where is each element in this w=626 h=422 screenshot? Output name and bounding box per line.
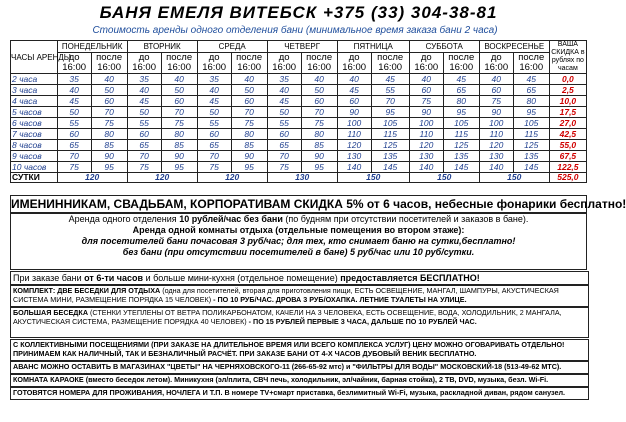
day-header: СУББОТА bbox=[409, 41, 479, 53]
price-cell: 75 bbox=[197, 162, 231, 173]
price-cell: 65 bbox=[127, 140, 161, 151]
rules-line-3: для посетителей бани почасовая 3 руб/час; для тех, кто снимает баню на сутки,бесплатно! bbox=[81, 236, 516, 246]
table-row bbox=[11, 118, 587, 129]
discount-cell: 42,5 bbox=[549, 129, 586, 140]
price-cell: 85 bbox=[161, 140, 197, 151]
discount-cell: 55,0 bbox=[549, 140, 586, 151]
price-cell: 140 bbox=[337, 162, 371, 173]
price-cell: 70 bbox=[231, 107, 267, 118]
price-cell: 100 bbox=[409, 118, 443, 129]
table-row bbox=[11, 129, 587, 140]
price-cell: 70 bbox=[127, 151, 161, 162]
price-cell: 45 bbox=[57, 96, 91, 107]
price-cell: 55 bbox=[197, 118, 231, 129]
day-header: ПЯТНИЦА bbox=[337, 41, 409, 53]
price-cell: 75 bbox=[91, 118, 127, 129]
gazebo-set-price: - ПО 10 РУБ/ЧАС. ДРОВА 3 РУБ/ОХАПКА. ЛЕТНИЕ ТУАЛЕТЫ НА УЛИЦЕ. bbox=[213, 295, 467, 304]
price-cell: 70 bbox=[91, 107, 127, 118]
price-cell: 60 bbox=[127, 129, 161, 140]
free-b: от 6-ти часов bbox=[84, 273, 144, 283]
price-cell: 45 bbox=[513, 74, 549, 85]
rooms-title: ГОТОВЯТСЯ НОМЕРА ДЛЯ ПРОЖИВАНИЯ, НОЧЛЕГА И Т.П. bbox=[13, 388, 223, 397]
price-cell: 130 bbox=[479, 151, 513, 162]
price-cell: 95 bbox=[161, 162, 197, 173]
row-hours-label: 4 часа bbox=[11, 96, 58, 107]
price-cell: 50 bbox=[57, 107, 91, 118]
after-16-header: после 16:00 bbox=[231, 53, 267, 74]
rules-line-1-a: Аренда одного отделения bbox=[68, 214, 180, 224]
big-gazebo-desc: (СТЕНКИ УТЕПЛЕНЫ ОТ ВЕТРА ПОЛИКАРБОНАТОМ, КАЧЕЛИ НА 3 ЧЕЛОВЕКА, ЕСТЬ ОСВЕЩЕНИЕ, ВОДА, ХОЛОДИЛЬНИК, 2 МАНГАЛА, АКУСТИЧЕСКАЯ СИСТЕМА, РАЗМЕЩЕНИЕ ПОРЯДКА 40 ЧЕЛОВЕК) bbox=[13, 308, 562, 326]
price-cell: 120 bbox=[409, 140, 443, 151]
price-cell: 75 bbox=[127, 162, 161, 173]
sutki-price-cell: 120 bbox=[197, 173, 267, 183]
price-table-body bbox=[11, 41, 587, 183]
price-cell: 50 bbox=[231, 85, 267, 96]
price-subtitle: Стоимость аренды одного отделения бани (минимальное время заказа бани 2 часа) bbox=[92, 25, 498, 36]
rules-line-1-b: 10 рублей/час без бани bbox=[179, 214, 283, 224]
discount-cell: 67,5 bbox=[549, 151, 586, 162]
rules-line-1 bbox=[11, 214, 586, 225]
price-cell: 90 bbox=[337, 107, 371, 118]
rooms-desc: В номере TV+смарт приставка, безлимитный Wi-Fi, музыка, раскладной диван, рядом санузел. bbox=[222, 388, 566, 397]
price-cell: 85 bbox=[301, 140, 337, 151]
day-header: ВТОРНИК bbox=[127, 41, 197, 53]
before-16-header: до 16:00 bbox=[127, 53, 161, 74]
day-header: ЧЕТВЕРГ bbox=[267, 41, 337, 53]
after-16-header: после 16:00 bbox=[301, 53, 337, 74]
price-cell: 40 bbox=[161, 74, 197, 85]
price-cell: 40 bbox=[337, 74, 371, 85]
price-cell: 45 bbox=[371, 74, 409, 85]
table-row bbox=[11, 140, 587, 151]
rules-line-4: без бани (при отсутствии посетителей в бане) 5 руб/час или 10 руб/сутки. bbox=[122, 247, 475, 257]
price-cell: 125 bbox=[371, 140, 409, 151]
price-cell: 35 bbox=[197, 74, 231, 85]
sutki-price-cell: 130 bbox=[267, 173, 337, 183]
promo-banner: ИМЕНИННИКАМ, СВАДЬБАМ, КОРПОРАТИВАМ СКИДКА 5% от 6 часов, небесные фонарики бесплатно! bbox=[11, 197, 626, 211]
hours-header: ЧАСЫ АРЕНДЫ bbox=[11, 41, 58, 74]
day-header: ВОСКРЕСЕНЬЕ bbox=[479, 41, 549, 53]
table-row bbox=[11, 74, 587, 85]
price-cell: 50 bbox=[301, 85, 337, 96]
price-cell: 100 bbox=[479, 118, 513, 129]
price-cell: 40 bbox=[409, 74, 443, 85]
row-hours-label: 9 часов bbox=[11, 151, 58, 162]
price-cell: 80 bbox=[161, 129, 197, 140]
price-cell: 80 bbox=[443, 96, 479, 107]
price-cell: 125 bbox=[513, 140, 549, 151]
price-cell: 55 bbox=[371, 85, 409, 96]
gazebo-set-desc: (одна для посетителей, вторая для приготовления пищи, ЕСТЬ ОСВЕЩЕНИЕ, МАНГАЛ, ШАМПУРЫ, АКУСТИЧЕСКАЯ СИСТЕМА МИНИ, РАЗМЕЩЕНИЕ ПОРЯДКА 15 ЧЕЛОВЕК) bbox=[13, 286, 559, 304]
price-cell: 75 bbox=[301, 118, 337, 129]
price-cell: 50 bbox=[267, 107, 301, 118]
price-cell: 70 bbox=[197, 151, 231, 162]
price-cell: 90 bbox=[91, 151, 127, 162]
price-cell: 60 bbox=[57, 129, 91, 140]
rooms-info bbox=[10, 387, 589, 400]
price-cell: 70 bbox=[301, 107, 337, 118]
discount-cell: 2,5 bbox=[549, 85, 586, 96]
price-cell: 95 bbox=[513, 107, 549, 118]
big-gazebo-price: - ПО 15 РУБЛЕЙ ПЕРВЫЕ 3 ЧАСА, ДАЛЬШЕ ПО 10 РУБЛЕЙ ЧАС. bbox=[248, 317, 477, 326]
price-cell: 50 bbox=[161, 85, 197, 96]
price-cell: 95 bbox=[91, 162, 127, 173]
before-16-header: до 16:00 bbox=[57, 53, 91, 74]
price-cell: 105 bbox=[371, 118, 409, 129]
price-cell: 40 bbox=[231, 74, 267, 85]
table-row bbox=[11, 162, 587, 173]
karaoke-info bbox=[10, 374, 589, 387]
price-cell: 145 bbox=[371, 162, 409, 173]
row-hours-label: 10 часов bbox=[11, 162, 58, 173]
discount-cell: 0,0 bbox=[549, 74, 586, 85]
sutki-label: СУТКИ bbox=[11, 173, 58, 183]
price-cell: 65 bbox=[197, 140, 231, 151]
price-cell: 145 bbox=[513, 162, 549, 173]
sutki-discount-cell: 525,0 bbox=[549, 173, 586, 183]
price-cell: 115 bbox=[513, 129, 549, 140]
price-cell: 125 bbox=[443, 140, 479, 151]
price-cell: 120 bbox=[337, 140, 371, 151]
day-header: СРЕДА bbox=[197, 41, 267, 53]
price-cell: 115 bbox=[443, 129, 479, 140]
table-row bbox=[11, 107, 587, 118]
price-cell: 135 bbox=[513, 151, 549, 162]
price-cell: 40 bbox=[197, 85, 231, 96]
price-cell: 95 bbox=[443, 107, 479, 118]
price-cell: 55 bbox=[127, 118, 161, 129]
price-cell: 75 bbox=[231, 118, 267, 129]
price-cell: 40 bbox=[91, 74, 127, 85]
price-cell: 65 bbox=[443, 85, 479, 96]
price-cell: 70 bbox=[267, 151, 301, 162]
price-cell: 60 bbox=[197, 129, 231, 140]
price-cell: 60 bbox=[301, 96, 337, 107]
sutki-price-cell: 120 bbox=[57, 173, 127, 183]
page-title: БАНЯ ЕМЕЛЯ ВИТЕБСК +375 (33) 304-38-81 bbox=[99, 3, 498, 22]
price-cell: 105 bbox=[513, 118, 549, 129]
rules-line-2: Аренда одной комнаты отдыха (отдельные помещения во втором этаже): bbox=[132, 225, 465, 235]
price-cell: 75 bbox=[267, 162, 301, 173]
table-row-sutki bbox=[11, 173, 587, 183]
price-cell: 65 bbox=[267, 140, 301, 151]
price-cell: 55 bbox=[267, 118, 301, 129]
after-16-header: после 16:00 bbox=[443, 53, 479, 74]
price-cell: 45 bbox=[267, 96, 301, 107]
price-cell: 65 bbox=[57, 140, 91, 151]
price-cell: 70 bbox=[161, 107, 197, 118]
price-cell: 95 bbox=[231, 162, 267, 173]
price-cell: 140 bbox=[409, 162, 443, 173]
after-16-header: после 16:00 bbox=[371, 53, 409, 74]
price-cell: 100 bbox=[337, 118, 371, 129]
free-kitchen-note bbox=[10, 271, 589, 285]
price-cell: 60 bbox=[231, 96, 267, 107]
price-cell: 85 bbox=[231, 140, 267, 151]
table-row bbox=[11, 96, 587, 107]
price-cell: 110 bbox=[337, 129, 371, 140]
price-cell: 80 bbox=[301, 129, 337, 140]
price-cell: 45 bbox=[197, 96, 231, 107]
sutki-price-cell: 150 bbox=[337, 173, 409, 183]
before-16-header: до 16:00 bbox=[479, 53, 513, 74]
price-cell: 35 bbox=[57, 74, 91, 85]
price-cell: 60 bbox=[91, 96, 127, 107]
price-cell: 40 bbox=[301, 74, 337, 85]
price-cell: 50 bbox=[127, 107, 161, 118]
price-cell: 135 bbox=[443, 151, 479, 162]
price-cell: 75 bbox=[57, 162, 91, 173]
free-c: и больше мини-кухня (отдельное помещение) bbox=[143, 273, 341, 283]
price-cell: 90 bbox=[231, 151, 267, 162]
before-16-header: до 16:00 bbox=[409, 53, 443, 74]
karaoke-title: КОМНАТА КАРАОКЕ bbox=[13, 375, 84, 384]
before-16-header: до 16:00 bbox=[337, 53, 371, 74]
discount-cell: 27,0 bbox=[549, 118, 586, 129]
price-cell: 70 bbox=[57, 151, 91, 162]
price-cell: 40 bbox=[479, 74, 513, 85]
after-16-header: после 16:00 bbox=[513, 53, 549, 74]
discount-header: ВАША СКИДКА в рублях по часам bbox=[551, 41, 585, 72]
price-cell: 90 bbox=[161, 151, 197, 162]
free-a: При заказе бани bbox=[13, 273, 85, 283]
price-cell: 60 bbox=[337, 96, 371, 107]
price-cell: 80 bbox=[91, 129, 127, 140]
discount-cell: 17,5 bbox=[549, 107, 586, 118]
sutki-price-cell: 150 bbox=[479, 173, 549, 183]
row-hours-label: 3 часа bbox=[11, 85, 58, 96]
price-cell: 50 bbox=[197, 107, 231, 118]
rules-line-1-c: (по будням при отсутствии посетителей и заказов в бане). bbox=[282, 214, 529, 224]
price-cell: 60 bbox=[267, 129, 301, 140]
sutki-price-cell: 150 bbox=[409, 173, 479, 183]
price-cell: 110 bbox=[409, 129, 443, 140]
price-cell: 95 bbox=[371, 107, 409, 118]
price-cell: 80 bbox=[231, 129, 267, 140]
price-cell: 75 bbox=[409, 96, 443, 107]
row-hours-label: 7 часов bbox=[11, 129, 58, 140]
row-hours-label: 2 часа bbox=[11, 74, 58, 85]
price-cell: 40 bbox=[127, 85, 161, 96]
price-cell: 135 bbox=[371, 151, 409, 162]
price-cell: 140 bbox=[479, 162, 513, 173]
price-cell: 60 bbox=[161, 96, 197, 107]
row-hours-label: 5 часов bbox=[11, 107, 58, 118]
free-d: предоставляется БЕСПЛАТНО! bbox=[340, 273, 480, 283]
gazebo-set-title: КОМПЛЕКТ: ДВЕ БЕСЕДКИ ДЛЯ ОТДЫХА bbox=[13, 286, 161, 295]
price-cell: 130 bbox=[337, 151, 371, 162]
price-cell: 90 bbox=[409, 107, 443, 118]
price-cell: 75 bbox=[161, 118, 197, 129]
price-cell: 85 bbox=[91, 140, 127, 151]
price-cell: 105 bbox=[443, 118, 479, 129]
price-cell: 75 bbox=[479, 96, 513, 107]
price-cell: 45 bbox=[337, 85, 371, 96]
row-hours-label: 6 часов bbox=[11, 118, 58, 129]
price-cell: 45 bbox=[443, 74, 479, 85]
price-cell: 35 bbox=[267, 74, 301, 85]
price-table bbox=[10, 40, 587, 183]
row-hours-label: 8 часов bbox=[11, 140, 58, 151]
price-cell: 120 bbox=[479, 140, 513, 151]
before-16-header: до 16:00 bbox=[197, 53, 231, 74]
discount-cell: 122,5 bbox=[549, 162, 586, 173]
karaoke-desc: (вместо беседок летом). Миникухня (эл/плита, СВЧ печь, холодильник, эл/чайник, барная стойка), 2 ТВ, DVD, музыка, безл. Wi-Fi. bbox=[83, 375, 549, 384]
price-cell: 95 bbox=[301, 162, 337, 173]
deposit-info: АВАНС МОЖНО ОСТАВИТЬ В МАГАЗИНАХ "ЦВЕТЫ" НА ЧЕРНЯХОВСКОГО-11 (266-65-92 мтс) и "ФИЛЬТРЫ ДЛЯ ВОДЫ" МОСКОВСКИЙ-18 (513-49-62 МТС). bbox=[10, 361, 589, 374]
price-cell: 65 bbox=[513, 85, 549, 96]
big-gazebo-info bbox=[10, 307, 589, 338]
price-cell: 90 bbox=[479, 107, 513, 118]
gazebo-set-info bbox=[10, 285, 589, 307]
table-row bbox=[11, 85, 587, 96]
price-cell: 40 bbox=[57, 85, 91, 96]
price-cell: 145 bbox=[443, 162, 479, 173]
price-cell: 60 bbox=[479, 85, 513, 96]
sutki-price-cell: 120 bbox=[127, 173, 197, 183]
price-cell: 80 bbox=[513, 96, 549, 107]
discount-cell: 10,0 bbox=[549, 96, 586, 107]
table-row bbox=[11, 151, 587, 162]
price-cell: 130 bbox=[409, 151, 443, 162]
price-cell: 35 bbox=[127, 74, 161, 85]
after-16-header: после 16:00 bbox=[161, 53, 197, 74]
day-header: ПОНЕДЕЛЬНИК bbox=[57, 41, 127, 53]
price-cell: 70 bbox=[371, 96, 409, 107]
before-16-header: до 16:00 bbox=[267, 53, 301, 74]
price-cell: 50 bbox=[91, 85, 127, 96]
price-cell: 55 bbox=[57, 118, 91, 129]
price-cell: 110 bbox=[479, 129, 513, 140]
group-visits-info: С КОЛЛЕКТИВНЫМИ ПОСЕЩЕНИЯМИ (ПРИ ЗАКАЗЕ НА ДЛИТЕЛЬНОЕ ВРЕМЯ ИЛИ ВСЕГО КОМПЛЕКСА УСЛУГ) ЦЕНУ МОЖНО ОГОВАРИВАТЬ ОТДЕЛЬНО! ПРИНИМАЕМ КАК НАЛИЧНЫЙ, ТАК И БЕЗНАЛИЧНЫЙ РАСЧЁТ. ПРИ ЗАКАЗЕ БАНИ ОТ 4-Х ЧАСОВ ДУБОВЫЙ ВЕНИК БЕСПЛАТНО. bbox=[10, 339, 589, 361]
price-cell: 45 bbox=[127, 96, 161, 107]
rental-rules bbox=[10, 213, 587, 270]
price-cell: 60 bbox=[409, 85, 443, 96]
price-cell: 115 bbox=[371, 129, 409, 140]
big-gazebo-title: БОЛЬШАЯ БЕСЕДКА bbox=[13, 308, 89, 317]
price-cell: 40 bbox=[267, 85, 301, 96]
price-cell: 90 bbox=[301, 151, 337, 162]
after-16-header: после 16:00 bbox=[91, 53, 127, 74]
